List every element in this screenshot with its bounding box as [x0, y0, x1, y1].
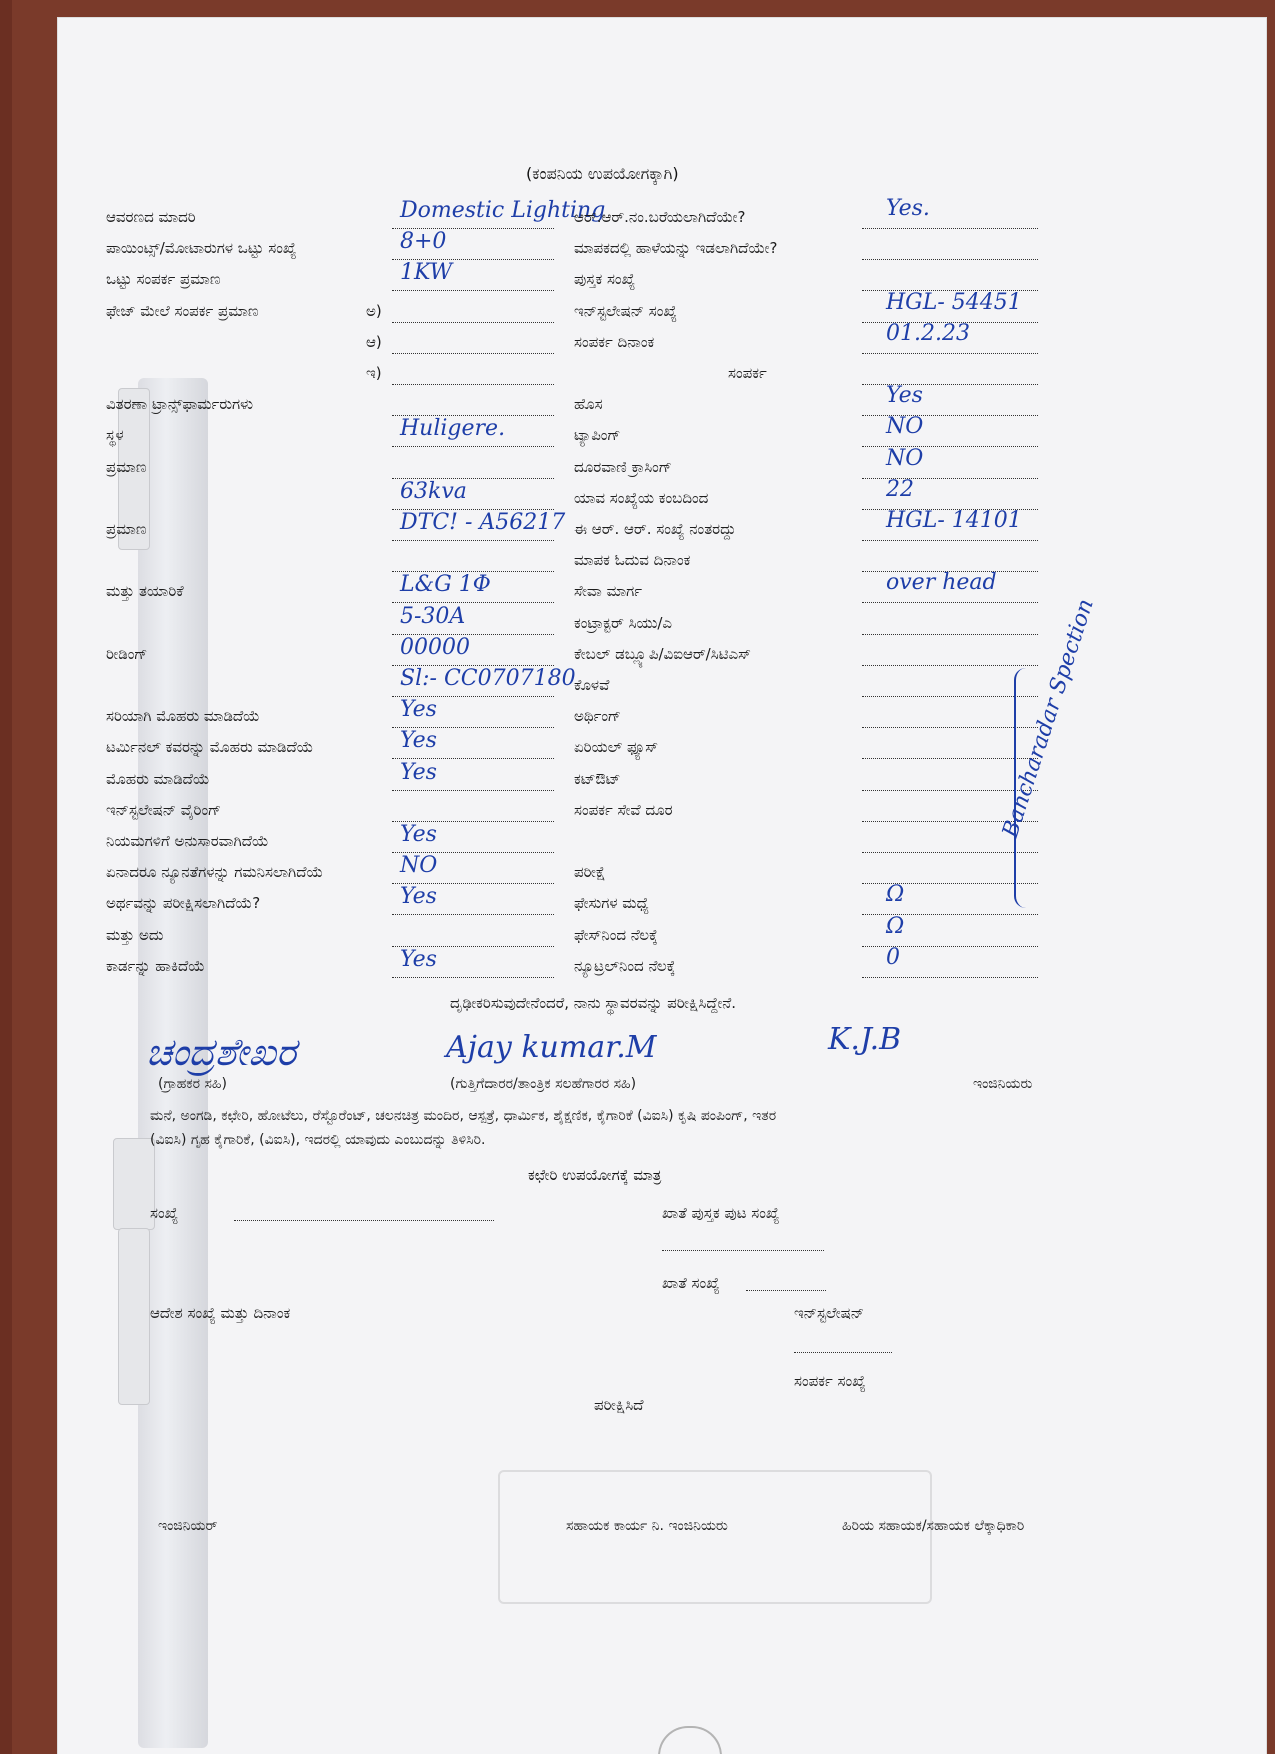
ledger-page-label: ಖಾತೆ ಪುಸ್ತಕ ಪುಟ ಸಂಖ್ಯೆ	[662, 1204, 780, 1222]
right-field-value: Yes.	[886, 196, 930, 221]
right-field-value: 22	[886, 476, 914, 502]
emblem-icon	[658, 1726, 722, 1754]
left-field-label: ಪಾಯಿಂಟ್ಸ್/ಮೋಟಾರುಗಳ ಒಟ್ಟು ಸಂಖ್ಯೆ	[106, 239, 297, 258]
left-field-line	[392, 540, 554, 541]
right-field-line	[862, 602, 1038, 603]
left-field-label: ಕಾರ್ಡನ್ನು ಹಾಕಿದೆಯೆ	[106, 956, 205, 975]
left-field-value: Yes	[400, 728, 437, 754]
right-field-label: ಮಾಪಕದಲ್ಲಿ ಹಾಳೆಯನ್ನು ಇಡಲಾಗಿದೆಯೇ?	[574, 239, 778, 258]
right-field-label: ಸಂಪರ್ಕ ಸೇವೆ ದೂರ	[574, 800, 673, 819]
left-field-value: 00000	[400, 634, 470, 660]
right-field-label: ಕೇಬಲ್ ಡಬ್ಲ್ಯೂಪಿ/ವಿಐಆರ್/ಸಿಟಿಎಸ್	[574, 644, 751, 663]
left-field-label: ಪ್ರಮಾಣ	[106, 457, 147, 476]
left-field-label: ಮತ್ತು ತಯಾರಿಕೆ	[106, 582, 184, 601]
right-field-line	[862, 353, 1038, 354]
left-field-label: ಟರ್ಮಿನಲ್ ಕವರನ್ನು ಮೊಹರು ಮಾಡಿದೆಯೆ	[106, 738, 314, 757]
right-field-label: ಕಂಟ್ರಾಕ್ಟರ್ ಸಿಯು/ಎ	[574, 613, 673, 632]
right-field-label: ಪುಸ್ತಕ ಸಂಖ್ಯೆ	[574, 270, 636, 289]
left-field-line	[392, 322, 554, 323]
left-field-label: ಮೊಹರು ಮಾಡಿದೆಯೆ	[106, 769, 210, 788]
left-field-value: NO	[400, 853, 438, 879]
account-number-line	[746, 1290, 826, 1291]
right-field-line	[862, 758, 1038, 759]
connection-number-label: ಸಂಪರ್ಕ ಸಂಖ್ಯೆ	[794, 1372, 866, 1390]
right-field-label: ದೂರವಾಣಿ ಕ್ರಾಸಿಂಗ್	[574, 457, 672, 476]
left-field-label: ಮತ್ತು ಅದು	[106, 925, 164, 944]
left-field-label: ಸರಿಯಾಗಿ ಮೊಹರು ಮಾಡಿದೆಯೆ	[106, 707, 260, 726]
left-field-label: ಇನ್‌ಸ್ಟಲೇಷನ್ ವೈರಿಂಗ್	[106, 800, 222, 819]
left-field-value: 1KW	[400, 260, 453, 286]
left-field-label: ಏನಾದರೂ ನ್ಯೂನತೆಗಳನ್ನು ಗಮನಿಸಲಾಗಿದೆಯೆ	[106, 863, 324, 882]
left-field-label: ವಿತರಣಾ ಟ್ರಾನ್ಸ್‌ಫಾರ್ಮರುಗಳು	[106, 395, 254, 414]
right-field-label: ಯಾವ ಸಂಖ್ಯೆಯ ಕಂಬದಿಂದ	[574, 488, 709, 507]
right-field-label: ಸೇವಾ ಮಾರ್ಗ	[574, 582, 643, 601]
left-field-value: 63kva	[400, 478, 467, 504]
engineer-signature: K.J.B	[828, 1022, 902, 1057]
account-number-label: ಖಾತೆ ಸಂಖ್ಯೆ	[662, 1274, 720, 1292]
right-field-value: HGL- 14101	[886, 508, 1022, 533]
right-field-label: ನ್ಯೂಟ್ರಲ್‌ನಿಂದ ನೆಲಕ್ಕೆ	[574, 956, 676, 975]
left-field-marker: ಆ)	[366, 332, 382, 351]
right-field-line	[862, 228, 1038, 229]
right-field-value: Ω	[886, 882, 905, 908]
premise-note: ಮನೆ, ಅಂಗಡಿ, ಕಛೇರಿ, ಹೋಟೆಲು, ರೆಸ್ಟೊರೆಂಟ್, ಚಲನಚಿತ್ರ ಮಂದಿರ, ಆಸ್ಪತ್ರೆ, ಧಾರ್ಮಿಕ, ಶೈಕ್ಷಣಿಕ, ಕೈಗಾರಿಕೆ (ವಿಐಸಿ) ಕೃಷಿ ಪಂಪಿಂಗ್, ಇತರ	[150, 1108, 777, 1124]
right-field-line	[862, 852, 1038, 853]
right-field-value: 0	[886, 944, 900, 970]
left-field-value: Domestic Lighting	[400, 198, 606, 223]
left-field-label: ಸ್ಥಳ	[106, 426, 124, 445]
left-field-value: Sl:- CC0707180	[400, 666, 576, 691]
right-field-line	[862, 727, 1038, 728]
left-field-label: ನಿಯಮಗಳಿಗೆ ಅನುಸಾರವಾಗಿದೆಯೆ	[106, 832, 269, 850]
left-field-marker: ಅ)	[366, 301, 382, 320]
faded-stamp	[498, 1470, 932, 1604]
right-field-label: ಕೊಳವೆ	[574, 676, 610, 694]
premise-note-2: (ವಿಐಸಿ) ಗೃಹ ಕೈಗಾರಿಕೆ, (ವಿಐಸಿ), ಇದರಲ್ಲಿ ಯಾವುದು ಎಂಬುದನ್ನು ತಿಳಿಸಿರಿ.	[150, 1132, 486, 1148]
left-field-value: 8+0	[400, 229, 447, 255]
office-use-title: ಕಛೇರಿ ಉಪಯೋಗಕ್ಕೆ ಮಾತ್ರ	[528, 1166, 662, 1184]
right-field-value: HGL- 54451	[886, 289, 1022, 315]
left-field-line	[392, 384, 554, 385]
installation-line	[794, 1352, 892, 1353]
applicant-signature: ಚಂದ್ರಶೇಖರ	[146, 1030, 297, 1074]
right-field-line	[862, 540, 1038, 541]
right-field-label: ಟ್ಯಾಪಿಂಗ್	[574, 426, 621, 445]
left-field-value: Yes	[400, 759, 437, 785]
right-field-value: 01.2.23	[886, 320, 970, 346]
right-field-label: ಇನ್‌ಸ್ಟಲೇಷನ್ ಸಂಖ್ಯೆ	[574, 301, 678, 320]
left-field-label: ಪ್ರಮಾಣ	[106, 520, 147, 538]
left-field-line	[392, 790, 554, 791]
right-field-label: ಹೊಸ	[574, 395, 603, 414]
installation-label: ಇನ್‌ಸ್ಟಲೇಷನ್	[794, 1304, 865, 1322]
right-field-label: ಫೇಸುಗಳ ಮಧ್ಯೆ	[574, 894, 649, 913]
applicant-sign-label: (ಗ್ರಾಹಕರ ಸಹಿ)	[158, 1076, 227, 1092]
right-field-label: ಅರ್ಥಿಂಗ್	[574, 707, 621, 726]
form-title: (ಕಂಪನಿಯ ಉಪಯೋಗಕ್ಕಾಗಿ)	[526, 164, 679, 183]
right-field-value: NO	[886, 414, 924, 440]
binder-edge	[0, 0, 12, 1754]
office-number-line	[234, 1220, 494, 1221]
right-field-label: ಏರಿಯಲ್ ಫ್ಯೂಸ್	[574, 738, 659, 757]
footer-asst-exec-engineer: ಸಹಾಯಕ ಕಾರ್ಯ ನಿ. ಇಂಜಿನಿಯರು	[566, 1518, 728, 1534]
left-field-label: ಒಟ್ಟು ಸಂಪರ್ಕ ಪ್ರಮಾಣ	[106, 270, 221, 289]
left-field-line	[392, 446, 554, 447]
form-page	[58, 18, 1266, 1754]
right-field-line	[862, 259, 1038, 260]
right-field-label: ಆರ್.ಆರ್.ನಂ.ಬರೆಯಲಾಗಿದೆಯೇ?	[574, 208, 746, 226]
right-field-line	[862, 665, 1038, 666]
right-field-label: ಈ ಆರ್. ಆರ್. ಸಂಖ್ಯೆ ನಂತರದ್ದು	[574, 520, 736, 538]
right-field-value: over head	[886, 570, 997, 596]
right-field-value: Yes	[886, 383, 923, 409]
left-field-value: 5-30A	[400, 603, 466, 629]
right-field-label: ಫೇಸ್‌ನಿಂದ ನೆಲಕ್ಕೆ	[574, 925, 658, 944]
right-field-value: Ω	[886, 913, 905, 939]
right-field-line	[862, 696, 1038, 697]
left-field-value: Huligere.	[400, 416, 506, 442]
left-field-value: Yes	[400, 822, 437, 847]
left-field-value: Yes	[400, 884, 437, 910]
left-field-label: ಅರ್ಥವನ್ನು ಪರೀಕ್ಷಿಸಲಾಗಿದೆಯೆ?	[106, 894, 261, 913]
order-number-label: ಆದೇಶ ಸಂಖ್ಯೆ ಮತ್ತು ದಿನಾಂಕ	[150, 1304, 291, 1322]
left-field-value: Yes	[400, 946, 437, 972]
certification-text: ದೃಢೀಕರಿಸುವುದೇನೆಂದರೆ, ನಾನು ಸ್ಥಾವರವನ್ನು ಪರೀಕ್ಷಿಸಿದ್ದೇನೆ.	[450, 994, 736, 1012]
right-field-label: ಸಂಪರ್ಕ ದಿನಾಂಕ	[574, 332, 655, 351]
left-field-value: Yes	[400, 697, 437, 723]
footer-accounts-officer: ಹಿರಿಯ ಸಹಾಯಕ/ಸಹಾಯಕ ಲೆಕ್ಕಾಧಿಕಾರಿ	[842, 1518, 1025, 1534]
right-field-line	[862, 977, 1038, 978]
office-number-label: ಸಂಖ್ಯೆ	[150, 1204, 179, 1222]
left-field-marker: ಇ)	[366, 364, 382, 382]
contractor-sign-label: (ಗುತ್ತಿಗೆದಾರರ/ತಾಂತ್ರಿಕ ಸಲಹೆಗಾರರ ಸಹಿ)	[450, 1076, 637, 1092]
right-field-value: NO	[886, 445, 924, 471]
right-field-line	[862, 634, 1038, 635]
left-field-label: ಫೇಜ್ ಮೇಲೆ ಸಂಪರ್ಕ ಪ್ರಮಾಣ	[106, 301, 259, 320]
ledger-page-line	[662, 1250, 824, 1251]
left-field-value: DTC! - A56217	[400, 510, 566, 535]
side-note: Bancharadar Spection	[998, 596, 1099, 841]
left-field-label: ಆವರಣದ ಮಾದರಿ	[106, 208, 196, 226]
right-field-label: ಕಟ್‌ಔಟ್	[574, 769, 621, 788]
left-field-line	[392, 977, 554, 978]
left-field-line	[392, 914, 554, 915]
left-field-line	[392, 353, 554, 354]
binder-clip	[118, 1228, 150, 1405]
contractor-signature: Ajay kumar.M	[446, 1030, 657, 1065]
right-field-label: ಪರೀಕ್ಷೆ	[574, 863, 606, 882]
footer-engineer: ಇಂಜಿನಿಯರ್	[158, 1518, 218, 1534]
binder-clip	[113, 1138, 155, 1230]
left-field-label: ರೀಡಿಂಗ್	[106, 644, 148, 663]
engineer-sign-label: ಇಂಜಿನಿಯರು	[973, 1076, 1033, 1092]
right-field-label: ಮಾಪಕ ಓದುವ ದಿನಾಂಕ	[574, 551, 691, 570]
left-field-value: L&G 1Φ	[400, 572, 491, 598]
verified-label: ಪರೀಕ್ಷಿಸಿದೆ	[594, 1396, 644, 1414]
left-field-line	[392, 290, 554, 291]
right-field-label: ಸಂಪರ್ಕ	[728, 364, 767, 382]
